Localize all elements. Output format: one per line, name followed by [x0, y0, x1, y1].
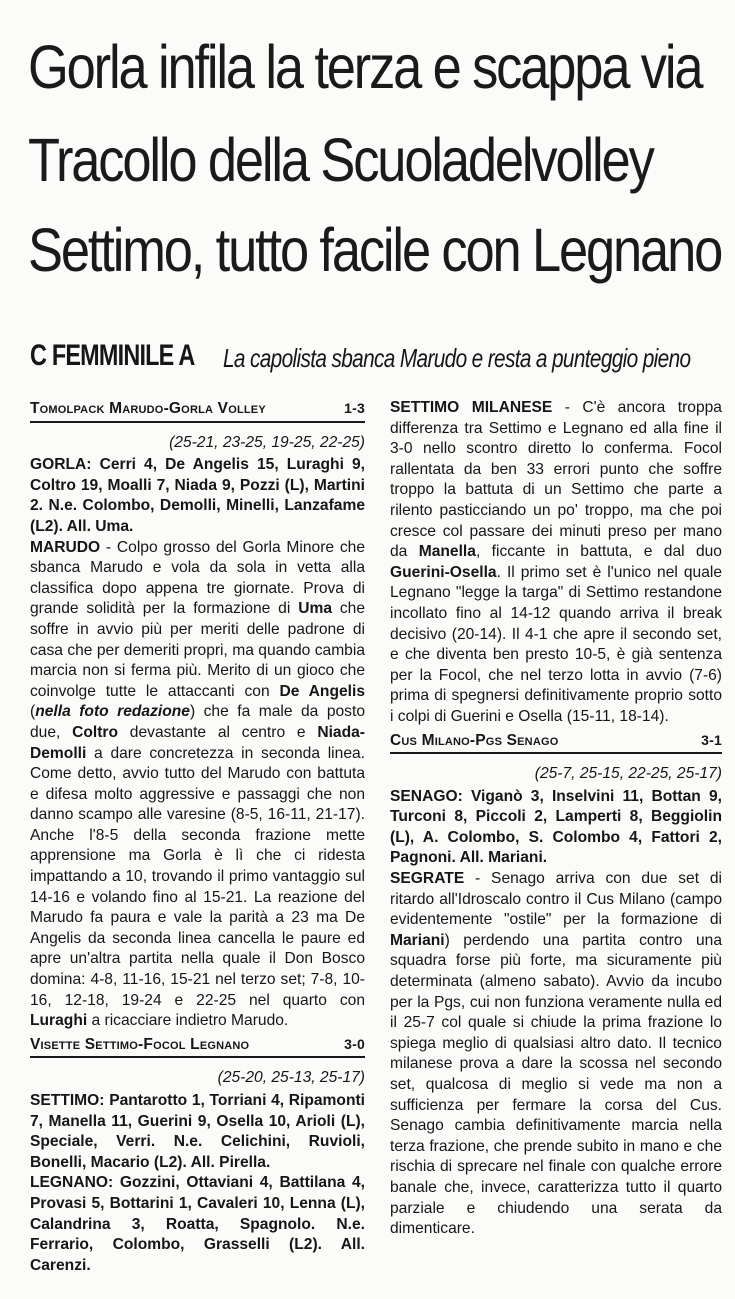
match1-article — [30, 538, 365, 1032]
headline-2: Tracollo della Scuoladelvolley — [28, 126, 653, 194]
match3-text: ) perdendo una partita contro una squadra forse più forte, ma sicuramente più determinata (almeno sabato). Avvio da incubo per la Pgs, cui non funziona veramente nulla ed il 25-7 col quale si chiude la prima frazione lo spiega meglio di qualsiasi altro dato. Il tecnico milanese prova a dare la scossa nel secondo set, qualcosa di meglio si vede ma non a sufficienza per fermare la corsa del Cus. Senago cambia definitivamente marcia nella terza frazione, che prende subito in mano e che rischia di sprecare nel finale con qualche errore banale che, invece, caratterizza tutto il quarto parziale e chiudendo una serata da dimenticare. — [390, 931, 722, 1238]
match1-text: devastante al centro e — [118, 723, 318, 741]
match2-lineup-home-team: SETTIMO: — [30, 1092, 105, 1109]
match1-text: che soffre in avvio più per meriti delle padrone di casa che per demeriti propri, ma quando cambia marcia non si ferma più. Merito di un gioco che coinvolge tutte le attaccanti con — [30, 600, 365, 700]
match2-header — [30, 1034, 365, 1059]
match2-lineup-away-players: Gozzini, Ottaviani 4, Battilana 4, Provasi 5, Bottarini 1, Cavaleri 10, Lenna (L), Calandrina 3, Roatta, Spagnolo. N.e. Ferrario, Colombo, Grasselli (L2). All. Carenzi. — [30, 1174, 365, 1274]
match2-lineup-away — [30, 1173, 365, 1276]
match3-keyword: Mariani — [390, 931, 445, 949]
match1-text: a ricacciare indietro Marudo. — [87, 1012, 289, 1030]
match2-lineup-away-team: LEGNANO: — [30, 1174, 114, 1192]
match1-keyword: Uma — [298, 600, 332, 618]
match2-teams: Visette Settimo-Focol Legnano — [30, 1035, 250, 1053]
column-right — [390, 398, 722, 1240]
match2-place: SETTIMO MILANESE — [390, 399, 553, 416]
match1-lineup-players: Cerri 4, De Angelis 15, Luraghi 9, Coltro 19, Moalli 7, Niada 9, Pozzi (L), Martini 2. N.e. Colombo, Demolli, Minelli, Lanzafame (L2). All. Uma. — [30, 456, 365, 535]
match3-article — [390, 869, 722, 1240]
match1-keyword: Coltro — [72, 723, 119, 741]
match3-place: SEGRATE — [390, 870, 465, 888]
match1-text: a dare concretezza in seconda linea. Come detto, avvio tutto del Marudo con battuta e difesa molto aggressive e passaggi che non danno scampo alle varesine (8-5, 16-11, 21-17). Anche l'8-5 della seconda frazione mette apprensione ma Gorla è lì che ci ridesta impattando a 10, trovando il primo vantaggio sul 14-16 e volando fino al 15-21. La reazione del Marudo fa paura e vale la parità a 23 ma De Angelis da seconda linea cancella le paure ed apre un'altra partita nella quale il Don Bosco domina: 4-8, 11-16, 15-21 nel terzo set; 7-8, 10-16, 12-18, 19-24 e 22-25 nel quarto con — [30, 744, 365, 1009]
column-left — [30, 398, 365, 1276]
match3-score: 3-1 — [701, 731, 722, 748]
match1-partials: (25-21, 23-25, 19-25, 22-25) — [169, 433, 365, 451]
photo-caption: nella foto redazione — [35, 703, 190, 721]
match1-place: MARUDO — [30, 538, 101, 556]
match1-text: ( — [30, 703, 36, 721]
match3-lineup-players: Viganò 3, Inselvini 11, Bottan 9, Turconi 8, Piccoli 2, Lamperti 8, Beggiolin (L), A. Colombo, S. Colombo 4, Fattori 2, Pagnoni. All. Mariani. — [390, 787, 722, 867]
match3-header — [390, 730, 722, 755]
match3-teams: Cus Milano-Pgs Senago — [390, 731, 559, 749]
match2-lineup-home-players: Pantarotto 1, Torriani 4, Ripamonti 7, Manella 11, Guerini 9, Osella 10, Arioli (L), Speciale, Verri. N.e. Celichini, Ruvioli, Bonelli, Macario (L2). All. Pirella. — [30, 1092, 365, 1171]
match1-keyword: Niada-Demolli — [30, 723, 365, 762]
match2-text: . Il primo set è l'unico nel quale Legnano "legge la targa" di Settimo restandone incollato fino al 14-12 quando arriva il break decisivo (20-14). Il 4-1 che apre il secondo set, e che diventa ben presto 10-5, è già sentenza per la Focol, che nel terzo lotta in avvio (7-6) prima di spegnersi definitivamente proprio sotto i colpi di Guerini e Osella (15-11, 18-14). — [390, 563, 722, 725]
match2-text: - C'è ancora troppa differenza tra Settimo e Legnano ed alla fine il 3-0 nello scontro diretto lo conferma. Focol rallentata da ben 33 errori punto che soffre troppo la battuta di un Settimo che parte a rilento pasticciando un po' troppo, ma che poi cresce col passare dei minuti preso per mano da — [390, 399, 722, 561]
match1-keyword: De Angelis — [279, 682, 365, 700]
match1-lineup — [30, 455, 365, 537]
match3-lineup — [390, 787, 722, 869]
match1-header — [30, 398, 365, 423]
match1-score: 1-3 — [344, 400, 365, 416]
match1-teams: Tomolpack Marudo-Gorla Volley — [30, 400, 266, 417]
match2-keyword: Guerini-Osella — [390, 563, 497, 581]
match3-lineup-team: SENAGO: — [390, 787, 463, 805]
headline-3: Settimo, tutto facile con Legnano — [28, 216, 722, 284]
match1-lineup-team: GORLA: — [30, 456, 92, 474]
match1-keyword: Luraghi — [30, 1012, 88, 1030]
match2-keyword: Manella — [418, 543, 476, 561]
match1-text: ) che fa male da posto due, — [30, 703, 365, 741]
match3-partials: (25-7, 25-15, 22-25, 25-17) — [534, 765, 722, 783]
match2-lineup-home — [30, 1091, 365, 1173]
match1-text: - Colpo grosso del Gorla Minore che sbanca Marudo e vola da sola in vetta alla classifica dopo appena tre giornate. Prova di grande solidità per la formazione di — [30, 538, 365, 618]
match2-partials: (25-20, 25-13, 25-17) — [217, 1069, 365, 1087]
section-header — [30, 339, 730, 379]
match2-article — [390, 398, 722, 728]
match2-score: 3-0 — [344, 1035, 365, 1052]
headline-1: Gorla infila la terza e scappa via — [28, 33, 702, 101]
section-subtitle: La capolista sbanca Marudo e resta a punteggio pieno — [223, 343, 691, 373]
match3-text: - Senago arriva con due set di ritardo all'Idroscalo contro il Cus Milano (campo evidentemente "ostile" per la formazione di — [390, 870, 722, 929]
section-label: C FEMMINILE A — [30, 339, 195, 372]
match2-text: , ficcante in battuta, e dal duo — [475, 543, 722, 561]
